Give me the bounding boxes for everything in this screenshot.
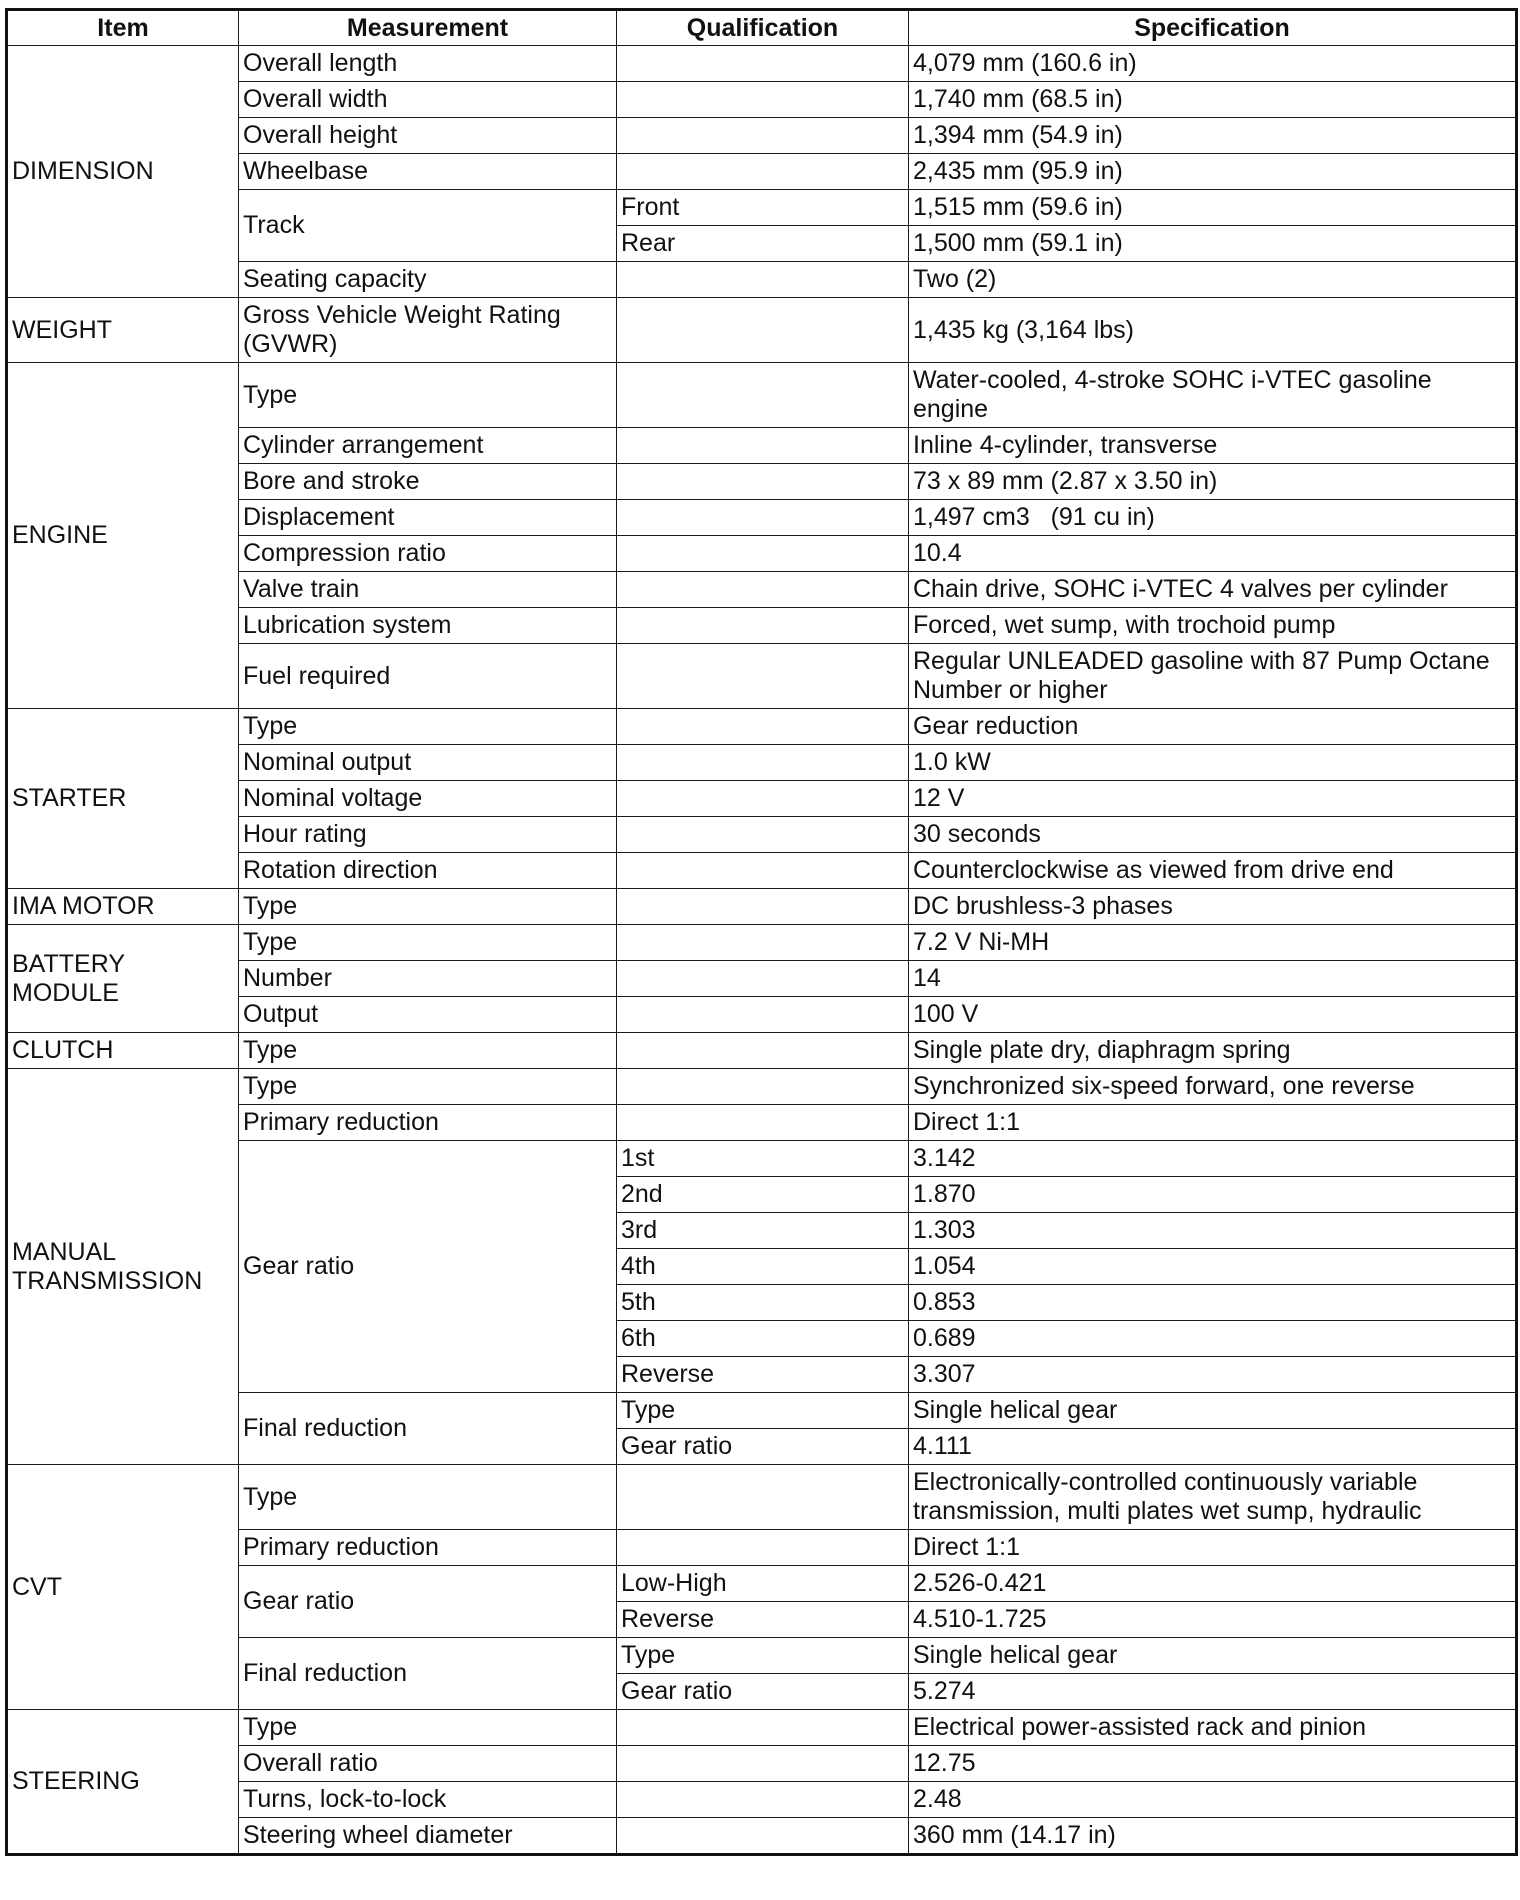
specification-cell: 0.853 [909,1285,1517,1321]
measurement-cell: Track [239,190,617,262]
qualification-cell [617,572,909,608]
specification-cell: 0.689 [909,1321,1517,1357]
specification-cell: Regular UNLEADED gasoline with 87 Pump Octane Number or higher [909,644,1517,709]
qualification-cell: Gear ratio [617,1429,909,1465]
specification-cell: 2.48 [909,1782,1517,1818]
qualification-cell [617,889,909,925]
measurement-cell: Bore and stroke [239,464,617,500]
table-row [7,1033,1517,1069]
measurement-cell: Lubrication system [239,608,617,644]
specification-cell: 5.274 [909,1674,1517,1710]
item-cell: CVT [7,1465,239,1710]
specification-cell: 1.0 kW [909,745,1517,781]
measurement-cell: Number [239,961,617,997]
measurement-cell: Type [239,363,617,428]
table-row [7,298,1517,363]
specification-cell: Electronically-controlled continuously variable transmission, multi plates wet sump, hydraulic [909,1465,1517,1530]
measurement-cell: Turns, lock-to-lock [239,1782,617,1818]
measurement-cell: Type [239,889,617,925]
specification-cell: 4,079 mm (160.6 in) [909,46,1517,82]
qualification-cell [617,925,909,961]
qualification-cell [617,1465,909,1530]
measurement-cell: Hour rating [239,817,617,853]
qualification-cell [617,1105,909,1141]
item-cell: BATTERY MODULE [7,925,239,1033]
specification-cell: 30 seconds [909,817,1517,853]
qualification-cell [617,536,909,572]
qualification-cell: 4th [617,1249,909,1285]
table-row [7,46,1517,82]
qualification-cell [617,262,909,298]
measurement-cell: Primary reduction [239,1105,617,1141]
qualification-cell: Front [617,190,909,226]
specification-cell: 1,500 mm (59.1 in) [909,226,1517,262]
measurement-cell: Output [239,997,617,1033]
specification-cell: 100 V [909,997,1517,1033]
measurement-cell: Gear ratio [239,1141,617,1393]
qualification-cell [617,644,909,709]
measurement-cell: Primary reduction [239,1530,617,1566]
measurement-cell: Seating capacity [239,262,617,298]
measurement-cell: Steering wheel diameter [239,1818,617,1855]
specification-cell: 2.526-0.421 [909,1566,1517,1602]
qualification-cell [617,500,909,536]
measurement-cell: Type [239,1069,617,1105]
qualification-cell [617,363,909,428]
qualification-cell [617,82,909,118]
qualification-cell [617,298,909,363]
header-row [7,10,1517,46]
specification-cell: 1,394 mm (54.9 in) [909,118,1517,154]
measurement-cell: Rotation direction [239,853,617,889]
measurement-cell: Type [239,1033,617,1069]
qualification-cell [617,1782,909,1818]
table-row [7,363,1517,428]
specification-cell: Synchronized six-speed forward, one reverse [909,1069,1517,1105]
measurement-cell: Cylinder arrangement [239,428,617,464]
qualification-cell [617,46,909,82]
specification-cell: Electrical power-assisted rack and pinion [909,1710,1517,1746]
specification-cell: Single plate dry, diaphragm spring [909,1033,1517,1069]
qualification-cell [617,464,909,500]
specification-cell: 1,740 mm (68.5 in) [909,82,1517,118]
qualification-cell: 5th [617,1285,909,1321]
table-row [7,1465,1517,1530]
specification-cell: Single helical gear [909,1638,1517,1674]
spec-table [5,8,1518,1856]
qualification-cell [617,1069,909,1105]
specification-cell: 73 x 89 mm (2.87 x 3.50 in) [909,464,1517,500]
specification-cell: 360 mm (14.17 in) [909,1818,1517,1855]
measurement-cell: Type [239,925,617,961]
qualification-cell [617,853,909,889]
measurement-cell: Displacement [239,500,617,536]
qualification-cell: 2nd [617,1177,909,1213]
measurement-cell: Fuel required [239,644,617,709]
measurement-cell: Type [239,709,617,745]
measurement-cell: Gross Vehicle Weight Rating (GVWR) [239,298,617,363]
qualification-cell [617,1746,909,1782]
specification-cell: Gear reduction [909,709,1517,745]
table-row [7,925,1517,961]
table-body [7,46,1517,1855]
qualification-cell [617,154,909,190]
item-cell: STEERING [7,1710,239,1855]
qualification-cell: 6th [617,1321,909,1357]
header-qualification: Qualification [617,10,909,46]
header-item: Item [7,10,239,46]
specification-cell: Counterclockwise as viewed from drive end [909,853,1517,889]
specification-cell: Forced, wet sump, with trochoid pump [909,608,1517,644]
specification-cell: 1.303 [909,1213,1517,1249]
measurement-cell: Overall height [239,118,617,154]
qualification-cell: 3rd [617,1213,909,1249]
specification-cell: 3.307 [909,1357,1517,1393]
item-cell: WEIGHT [7,298,239,363]
qualification-cell: Type [617,1638,909,1674]
qualification-cell: Reverse [617,1357,909,1393]
measurement-cell: Final reduction [239,1638,617,1710]
specification-cell: 4.111 [909,1429,1517,1465]
qualification-cell: Gear ratio [617,1674,909,1710]
qualification-cell [617,428,909,464]
qualification-cell: Reverse [617,1602,909,1638]
item-cell: STARTER [7,709,239,889]
qualification-cell [617,1033,909,1069]
specification-cell: 3.142 [909,1141,1517,1177]
specification-cell: 1,497 cm3 (91 cu in) [909,500,1517,536]
measurement-cell: Overall length [239,46,617,82]
measurement-cell: Type [239,1710,617,1746]
table-row [7,709,1517,745]
measurement-cell: Gear ratio [239,1566,617,1638]
qualification-cell [617,709,909,745]
item-cell: DIMENSION [7,46,239,298]
qualification-cell [617,1818,909,1855]
qualification-cell: Low-High [617,1566,909,1602]
item-cell: MANUAL TRANSMISSION [7,1069,239,1465]
specification-cell: Inline 4-cylinder, transverse [909,428,1517,464]
specification-cell: Direct 1:1 [909,1105,1517,1141]
measurement-cell: Overall ratio [239,1746,617,1782]
qualification-cell [617,1530,909,1566]
specification-cell: 14 [909,961,1517,997]
header-specification: Specification [909,10,1517,46]
specification-cell: Direct 1:1 [909,1530,1517,1566]
specification-cell: 1,435 kg (3,164 lbs) [909,298,1517,363]
table-row [7,889,1517,925]
specification-cell: Two (2) [909,262,1517,298]
item-cell: IMA MOTOR [7,889,239,925]
specification-cell: 10.4 [909,536,1517,572]
qualification-cell [617,997,909,1033]
specification-cell: 12.75 [909,1746,1517,1782]
specification-cell: 2,435 mm (95.9 in) [909,154,1517,190]
specification-cell: Water-cooled, 4-stroke SOHC i-VTEC gasoline engine [909,363,1517,428]
measurement-cell: Compression ratio [239,536,617,572]
specification-cell: 4.510-1.725 [909,1602,1517,1638]
table-row [7,1710,1517,1746]
spec-sheet [5,8,1515,1856]
specification-cell: 12 V [909,781,1517,817]
specification-cell: DC brushless-3 phases [909,889,1517,925]
specification-cell: Chain drive, SOHC i-VTEC 4 valves per cylinder [909,572,1517,608]
qualification-cell [617,745,909,781]
table-header [7,10,1517,46]
measurement-cell: Nominal voltage [239,781,617,817]
header-measurement: Measurement [239,10,617,46]
qualification-cell [617,961,909,997]
measurement-cell: Wheelbase [239,154,617,190]
measurement-cell: Type [239,1465,617,1530]
qualification-cell [617,781,909,817]
table-row [7,1069,1517,1105]
measurement-cell: Nominal output [239,745,617,781]
measurement-cell: Valve train [239,572,617,608]
qualification-cell [617,118,909,154]
qualification-cell: Rear [617,226,909,262]
item-cell: ENGINE [7,363,239,709]
specification-cell: Single helical gear [909,1393,1517,1429]
specification-cell: 1.054 [909,1249,1517,1285]
qualification-cell [617,608,909,644]
specification-cell: 1,515 mm (59.6 in) [909,190,1517,226]
measurement-cell: Final reduction [239,1393,617,1465]
specification-cell: 7.2 V Ni-MH [909,925,1517,961]
qualification-cell [617,1710,909,1746]
qualification-cell: Type [617,1393,909,1429]
measurement-cell: Overall width [239,82,617,118]
specification-cell: 1.870 [909,1177,1517,1213]
qualification-cell [617,817,909,853]
qualification-cell: 1st [617,1141,909,1177]
item-cell: CLUTCH [7,1033,239,1069]
